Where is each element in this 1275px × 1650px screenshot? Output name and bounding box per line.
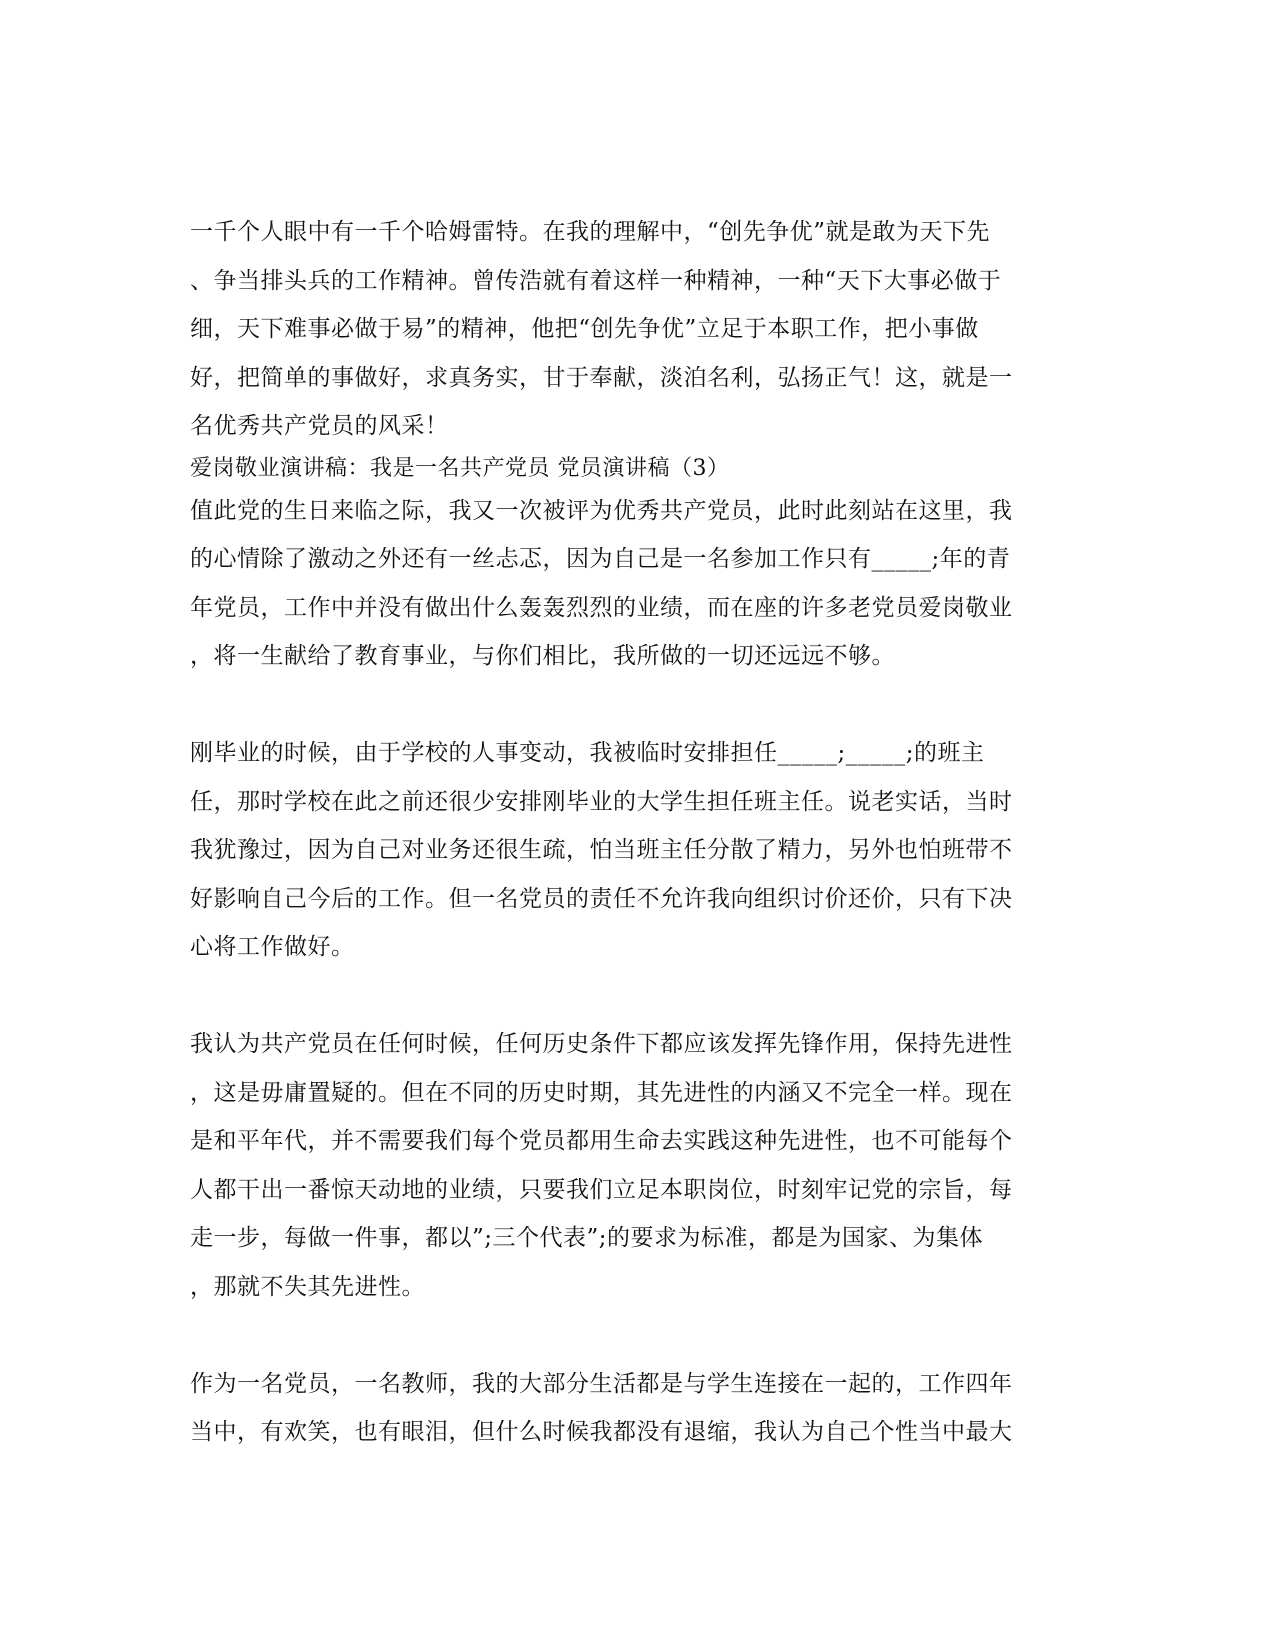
text-line: 刚毕业的时候，由于学校的人事变动，我被临时安排担任_____;_____;的班主 xyxy=(190,740,985,766)
text-line: 人都干出一番惊天动地的业绩，只要我们立足本职岗位，时刻牢记党的宗旨，每 xyxy=(190,1176,1013,1203)
text-line: 心将工作做好。 xyxy=(190,934,355,960)
paragraph-4 xyxy=(190,1360,1080,1457)
text-line: 走一步，每做一件事，都以”;三个代表”;的要求为标准，都是为国家、为集体 xyxy=(190,1225,984,1251)
text-line: ，那就不失其先进性。 xyxy=(190,1273,425,1300)
text-line: 我认为共产党员在任何时候，任何历史条件下都应该发挥先锋作用，保持先进性 xyxy=(190,1031,1013,1057)
text-line: ，这是毋庸置疑的。但在不同的历史时期，其先进性的内涵又不完全一样。现在 xyxy=(190,1079,1013,1106)
text-line: 好影响自己今后的工作。但一名党员的责任不允许我向组织讨价还价，只有下决 xyxy=(190,885,1013,912)
text-line: ，将一生献给了教育事业，与你们相比，我所做的一切还远远不够。 xyxy=(190,643,895,669)
section-title: 爱岗敬业演讲稿：我是一名共产党员 党员演讲稿（3） xyxy=(190,455,730,481)
text-line: 一千个人眼中有一千个哈姆雷特。在我的理解中，“创先争优”就是敢为天下先 xyxy=(190,219,991,245)
text-line: 的心情除了激动之外还有一丝忐忑，因为自己是一名参加工作只有_____;年的青 xyxy=(190,546,1011,572)
text-line: 名优秀共产党员的风采！ xyxy=(190,413,449,439)
text-line: 值此党的生日来临之际，我又一次被评为优秀共产党员，此时此刻站在这里，我 xyxy=(190,497,1013,524)
paragraph-spacer xyxy=(190,681,1080,730)
text-line: 是和平年代，并不需要我们每个党员都用生命去实践这种先进性，也不可能每个 xyxy=(190,1128,1013,1154)
text-line: 作为一名党员，一名教师，我的大部分生活都是与学生连接在一起的，工作四年 xyxy=(190,1370,1013,1397)
text-line: 当中，有欢笑，也有眼泪，但什么时候我都没有退缩，我认为自己个性当中最大 xyxy=(190,1419,1013,1445)
paragraph-3 xyxy=(190,1020,1080,1311)
text-line: 好，把简单的事做好，求真务实，甘于奉献，淡泊名利，弘扬正气！这，就是一 xyxy=(190,364,1013,391)
paragraph-spacer xyxy=(190,972,1080,1021)
paragraph-spacer xyxy=(190,1311,1080,1360)
text-line: 我犹豫过，因为自己对业务还很生疏，怕当班主任分散了精力，另外也怕班带不 xyxy=(190,837,1013,863)
text-line: 细，天下难事必做于易”的精神，他把“创先争优”立足于本职工作，把小事做 xyxy=(190,316,979,342)
document-body xyxy=(190,208,1080,1457)
paragraph-1 xyxy=(190,487,1080,681)
text-line: 任，那时学校在此之前还很少安排刚毕业的大学生担任班主任。说老实话，当时 xyxy=(190,788,1013,815)
paragraph-2 xyxy=(190,729,1080,972)
text-line: 、争当排头兵的工作精神。曾传浩就有着这样一种精神，一种“天下大事必做于 xyxy=(190,267,1002,294)
text-line: 年党员，工作中并没有做出什么轰轰烈烈的业绩，而在座的许多老党员爱岗敬业 xyxy=(190,594,1013,621)
opening-paragraph xyxy=(190,208,1080,451)
